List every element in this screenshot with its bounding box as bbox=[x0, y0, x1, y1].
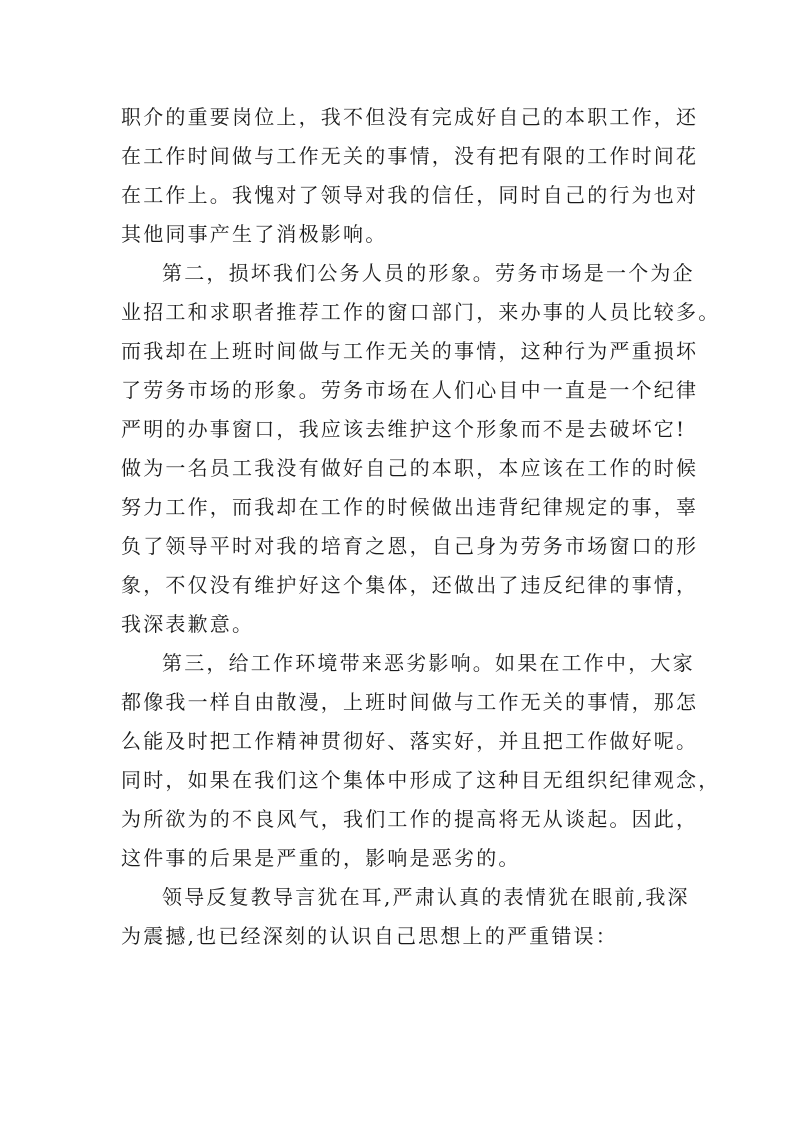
text-line: 做为一名员工我没有做好自己的本职，本应该在工作的时候 bbox=[121, 456, 699, 480]
text-line: 为所欲为的不良风气，我们工作的提高将无从谈起。因此， bbox=[121, 807, 699, 831]
text-line: 这件事的后果是严重的，影响是恶劣的。 bbox=[121, 846, 521, 870]
text-line: 了劳务市场的形象。劳务市场在人们心目中一直是一个纪律 bbox=[121, 378, 699, 402]
paragraph-2 bbox=[121, 254, 721, 644]
text-line: 象，不仅没有维护好这个集体，还做出了违反纪律的事情， bbox=[121, 573, 699, 597]
text-line: 负了领导平时对我的培育之恩，自己身为劳务市场窗口的形 bbox=[121, 534, 699, 558]
text-line: 同时，如果在我们这个集体中形成了这种目无组织纪律观念， bbox=[121, 768, 721, 792]
text-line: 在工作时间做与工作无关的事情，没有把有限的工作时间花 bbox=[121, 144, 699, 168]
text-line: 都像我一样自由散漫，上班时间做与工作无关的事情，那怎 bbox=[121, 690, 699, 714]
document-body bbox=[121, 98, 721, 956]
text-line: 第三，给工作环境带来恶劣影响。如果在工作中，大家 bbox=[162, 651, 695, 675]
text-line: 我深表歉意。 bbox=[121, 612, 255, 636]
text-line: 在工作上。我愧对了领导对我的信任，同时自己的行为也对 bbox=[121, 183, 699, 207]
paragraph-1-continued bbox=[121, 98, 699, 254]
text-line: 严明的办事窗口，我应该去维护这个形象而不是去破坏它! bbox=[121, 417, 687, 441]
text-line: 努力工作，而我却在工作的时候做出违背纪律规定的事，辜 bbox=[121, 495, 699, 519]
text-line: 其他同事产生了消极影响。 bbox=[121, 222, 388, 246]
text-line: 领导反复教导言犹在耳,严肃认真的表情犹在眼前,我深 bbox=[162, 885, 690, 909]
text-line: 业招工和求职者推荐工作的窗口部门，来办事的人员比较多。 bbox=[121, 300, 721, 324]
text-line: 职介的重要岗位上，我不但没有完成好自己的本职工作，还 bbox=[121, 105, 699, 129]
text-line: 么能及时把工作精神贯彻好、落实好，并且把工作做好呢。 bbox=[121, 729, 699, 753]
text-line: 第二，损坏我们公务人员的形象。劳务市场是一个为企 bbox=[162, 261, 695, 285]
text-line: 而我却在上班时间做与工作无关的事情，这种行为严重损坏 bbox=[121, 339, 699, 363]
text-line: 为震撼,也已经深刻的认识自己思想上的严重错误： bbox=[121, 924, 618, 948]
paragraph-3 bbox=[121, 644, 721, 878]
paragraph-4 bbox=[121, 878, 690, 956]
